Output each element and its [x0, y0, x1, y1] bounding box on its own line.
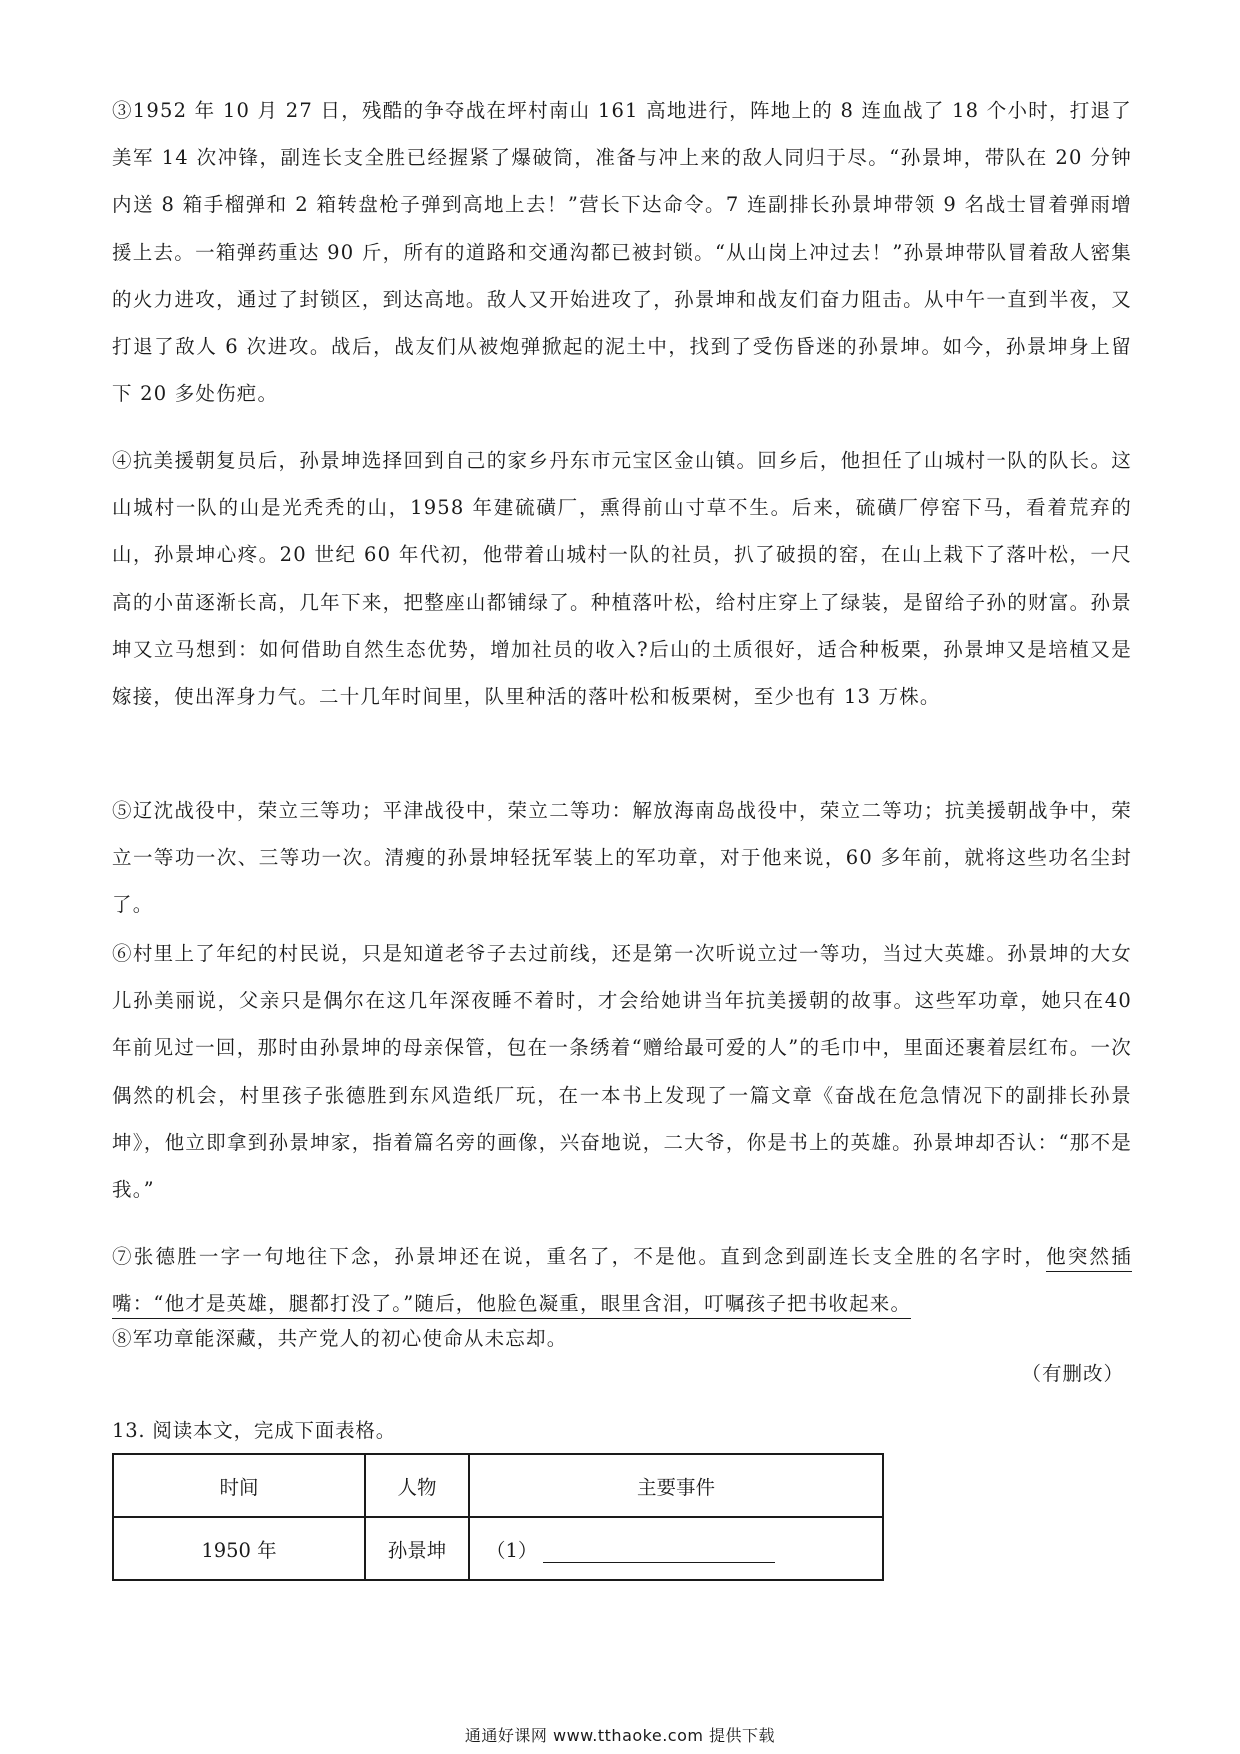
page-footer: 通通好课网 www.tthaoke.com 提供下载 — [464, 1726, 776, 1745]
paragraph-7 — [112, 1233, 1132, 1327]
underlined-sentence: 他突然插嘴：“他才是英雄，腿都打没了。”随后，他脸色凝重，眼里含泪，叮嘱孩子把书收起来。 — [112, 1245, 1132, 1319]
cell-event — [469, 1517, 883, 1580]
paragraph-5: ⑤辽沈战役中，荣立三等功；平津战役中，荣立二等功：解放海南岛战役中，荣立二等功；抗美援朝战争中，荣立一等功一次、三等功一次。清瘦的孙景坤轻抚军装上的军功章，对于他来说，60 多年前，就将这些功名尘封了。 — [112, 799, 1132, 917]
source-note: （有删改） — [1021, 1362, 1124, 1385]
cell-time: 1950 年 — [113, 1517, 365, 1580]
header-person: 人物 — [365, 1454, 469, 1517]
question-13: 13. 阅读本文，完成下面表格。 — [112, 1419, 397, 1442]
paragraph-3: ③1952 年 10 月 27 日，残酷的争夺战在坪村南山 161 高地进行，阵地上的 8 连血战了 18 个小时，打退了美军 14 次冲锋，副连长支全胜已经握紧了爆破筒，准备与冲上来的敌人同归于尽。“孙景坤，带队在 20 分钟内送 8 箱手榴弹和 2 箱转盘枪子弹到高地上去！”营长下达命令。7 连副排长孙景坤带领 9 名战士冒着弹雨增援上去。一箱弹药重达 90 斤，所有的道路和交通沟都已被封锁。“从山岗上冲过去！”孙景坤带队冒着敌人密集的火力进攻，通过了封锁区，到达高地。敌人又开始进攻了，孙景坤和战友们奋力阻击。从中午一直到半夜，又打退了敌人 6 次进攻。战后，战友们从被炮弹掀起的泥土中，找到了受伤昏迷的孙景坤。如今，孙景坤身上留下 20 多处伤疤。 — [112, 99, 1132, 406]
paragraph-7-text: ⑦张德胜一字一句地往下念，孙景坤还在说，重名了，不是他。直到念到副连长支全胜的名字时， — [112, 1245, 1047, 1268]
answer-table — [112, 1453, 884, 1581]
paragraph-6: ⑥村里上了年纪的村民说，只是知道老爷子去过前线，还是第一次听说立过一等功，当过大英雄。孙景坤的大女儿孙美丽说，父亲只是偶尔在这几年深夜睡不着时，才会给她讲当年抗美援朝的故事。这些军功章，她只在40年前见过一回，那时由孙景坤的母亲保管，包在一条绣着“赠给最可爱的人”的毛巾中，里面还裹着层红布。一次偶然的机会，村里孩子张德胜到东风造纸厂玩，在一本书上发现了一篇文章《奋战在危急情况下的副排长孙景坤》，他立即拿到孙景坤家，指着篇名旁的画像，兴奋地说，二大爷，你是书上的英雄。孙景坤却否认：“那不是我。” — [112, 942, 1132, 1202]
cell-person: 孙景坤 — [365, 1517, 469, 1580]
table-row — [113, 1517, 883, 1580]
table-header-row — [113, 1454, 883, 1517]
header-time: 时间 — [113, 1454, 365, 1517]
paragraph-8: ⑧军功章能深藏，共产党人的初心使命从未忘却。 — [112, 1327, 568, 1350]
answer-number: （1） — [486, 1538, 538, 1562]
answer-blank[interactable] — [543, 1540, 775, 1563]
paragraph-4: ④抗美援朝复员后，孙景坤选择回到自己的家乡丹东市元宝区金山镇。回乡后，他担任了山城村一队的队长。这山城村一队的山是光秃秃的山，1958 年建硫磺厂，熏得前山寸草不生。后来，硫磺厂停窑下马，看着荒弃的山，孙景坤心疼。20 世纪 60 年代初，他带着山城村一队的社员，扒了破损的窑，在山上栽下了落叶松，一尺高的小苗逐渐长高，几年下来，把整座山都铺绿了。种植落叶松，给村庄穿上了绿装，是留给子孙的财富。孙景坤又立马想到：如何借助自然生态优势，增加社员的收入?后山的土质很好，适合种板栗，孙景坤又是培植又是嫁接，使出浑身力气。二十几年时间里，队里种活的落叶松和板栗树，至少也有 13 万株。 — [112, 449, 1132, 709]
header-main-event: 主要事件 — [469, 1454, 883, 1517]
